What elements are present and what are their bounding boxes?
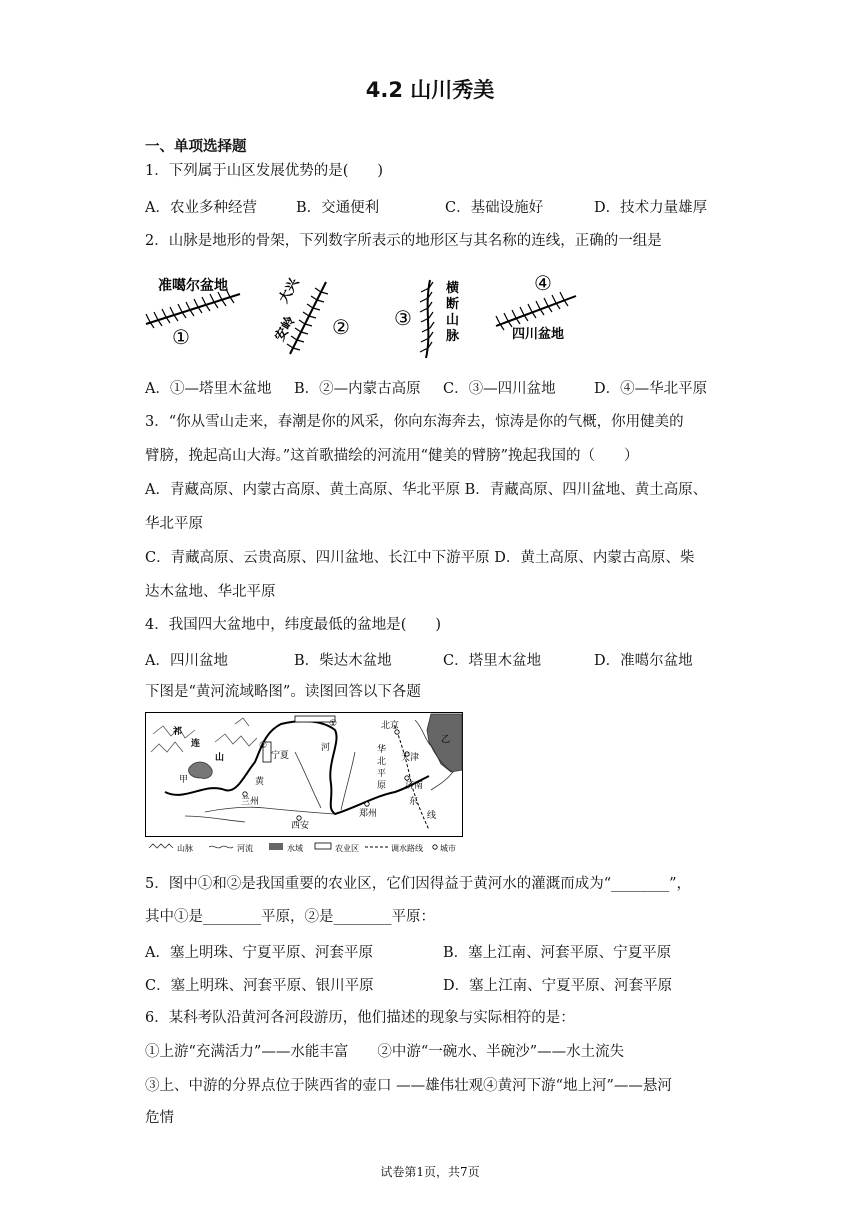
- q6-stem: 6．某科考队沿黄河各河段游历，他们描述的现象与实际相符的是：: [145, 1010, 575, 1026]
- q2-option-d[interactable]: D．④—华北平原: [594, 381, 708, 397]
- section-heading: 一、单项选择题: [145, 139, 247, 155]
- panel-4-number: ④: [534, 271, 552, 295]
- q5-option-d[interactable]: D．塞上江南、宁夏平原、河套平原: [443, 978, 673, 994]
- q3-line-6: 达木盆地、华北平原: [145, 584, 276, 600]
- yellow-river-map: [145, 712, 463, 856]
- map-label-beijing: 北京: [381, 721, 400, 731]
- map-intro: 下图是“黄河流域略图”。读图回答以下各题: [145, 684, 421, 700]
- panel-1-label: 准噶尔盆地: [158, 278, 228, 294]
- q6-line-2: ①上游“充满活力”——水能丰富 ②中游“一碗水、半碗沙”——水土流失: [145, 1044, 625, 1060]
- map-legend: [149, 843, 456, 853]
- map-label-xian: 西安: [291, 821, 310, 831]
- map-label-dong: 东: [409, 797, 419, 807]
- map-label-qi: 祁: [173, 727, 183, 737]
- panel-4: [496, 271, 576, 342]
- legend-mountain: 山脉: [177, 844, 193, 853]
- panel-4-label: 四川盆地: [512, 327, 565, 342]
- panel-2: [272, 275, 350, 354]
- q1-option-d[interactable]: D．技术力量雄厚: [594, 200, 708, 216]
- page-title: 4.2 山川秀美: [365, 78, 495, 102]
- q4-option-d[interactable]: D．准噶尔盆地: [594, 653, 693, 669]
- q6-line-3: ③上、中游的分界点位于陕西省的壶口 ——雄伟壮观④黄河下游“地上河”——悬河: [145, 1078, 672, 1094]
- panel-2-number: ②: [332, 315, 350, 339]
- panel-3: [394, 280, 460, 358]
- map-label-lian: 连: [191, 739, 201, 749]
- map-label-yi: 乙: [441, 735, 451, 745]
- legend-route: 调水路线: [391, 844, 423, 853]
- q2-stem: 2．山脉是地形的骨架，下列数字所表示的地形区与其名称的连线，正确的一组是: [145, 233, 662, 249]
- q1-option-c[interactable]: C．基础设施好: [445, 200, 544, 216]
- map-label-he: 河: [321, 743, 331, 753]
- legend-water: 水域: [287, 844, 303, 853]
- q5-option-a[interactable]: A．塞上明珠、宁夏平原、河套平原: [145, 945, 373, 961]
- q5-option-b[interactable]: B．塞上江南、河套平原、宁夏平原: [443, 945, 672, 961]
- q2-option-c[interactable]: C．③—四川盆地: [443, 381, 556, 397]
- legend-river: 河流: [237, 844, 253, 853]
- q1-option-a[interactable]: A．农业多种经营: [145, 200, 257, 216]
- map-label-ping: 平: [377, 769, 387, 779]
- map-marker-2: ②: [259, 741, 268, 751]
- q3-line-2: 臂膀，挽起高山大海。”这首歌描绘的河流用“健美的臂膀”挽起我国的（ ）: [145, 448, 639, 464]
- map-label-zhengzhou: 郑州: [359, 809, 378, 819]
- map-label-shan: 山: [215, 753, 225, 763]
- legend-city: 城市: [440, 844, 456, 853]
- map-label-jia: 甲: [179, 775, 189, 785]
- map-label-huang: 黄: [255, 777, 265, 787]
- q4-stem: 4．我国四大盆地中，纬度最低的盆地是( ): [145, 617, 442, 633]
- map-label-tianjin: 天津: [401, 753, 420, 763]
- map-marker-1: ①: [329, 719, 338, 729]
- map-label-bei: 北: [377, 757, 387, 767]
- panel-3-number: ③: [394, 306, 412, 330]
- legend-farm: 农业区: [335, 844, 359, 853]
- q3-line-1: 3．“你从雪山走来，春潮是你的风采，你向东海奔去，惊涛是你的气概，你用健美的: [145, 414, 684, 430]
- q5-line-2: 其中①是________平原，②是________平原：: [145, 909, 435, 925]
- map-label-yuan: 原: [377, 781, 387, 791]
- q2-option-a[interactable]: A．①—塔里木盆地: [145, 381, 272, 397]
- panel-2-label-b: 安岭: [272, 313, 299, 344]
- q3-line-4: 华北平原: [145, 516, 203, 532]
- q2-option-b[interactable]: B．②—内蒙古高原: [294, 381, 421, 397]
- map-label-hua: 华: [377, 745, 387, 755]
- q5-line-1: 5．图中①和②是我国重要的农业区，它们因得益于黄河水的灌溉而成为“________”，: [145, 876, 692, 892]
- page-footer: 试卷第1页，共7页: [380, 1165, 480, 1179]
- mountain-figure: [140, 268, 580, 364]
- map-label-ningxia: 宁夏: [271, 751, 290, 761]
- q3-line-5: C．青藏高原、云贵高原、四川盆地、长江中下游平原 D．黄土高原、内蒙古高原、柴: [145, 550, 695, 566]
- map-label-xian-route: 线: [427, 811, 437, 821]
- q1-stem: 1．下列属于山区发展优势的是( ): [145, 163, 384, 179]
- q4-option-a[interactable]: A．四川盆地: [145, 653, 228, 669]
- q3-line-3: A．青藏高原、内蒙古高原、黄土高原、华北平原 B．青藏高原、四川盆地、黄土高原、: [145, 482, 708, 498]
- q5-option-c[interactable]: C．塞上明珠、河套平原、银川平原: [145, 978, 374, 994]
- panel-1: [146, 277, 240, 349]
- panel-3-label: 横断山脉: [446, 281, 460, 344]
- map-label-jinan: 济南: [405, 781, 424, 791]
- panel-1-number: ①: [172, 325, 190, 349]
- q4-option-b[interactable]: B．柴达木盆地: [294, 653, 392, 669]
- q1-option-b[interactable]: B．交通便利: [296, 200, 380, 216]
- q4-option-c[interactable]: C．塔里木盆地: [443, 653, 542, 669]
- panel-2-label-a: 大兴: [276, 275, 303, 306]
- q6-line-4: 危情: [145, 1110, 174, 1126]
- map-label-lanzhou: 兰州: [241, 797, 260, 807]
